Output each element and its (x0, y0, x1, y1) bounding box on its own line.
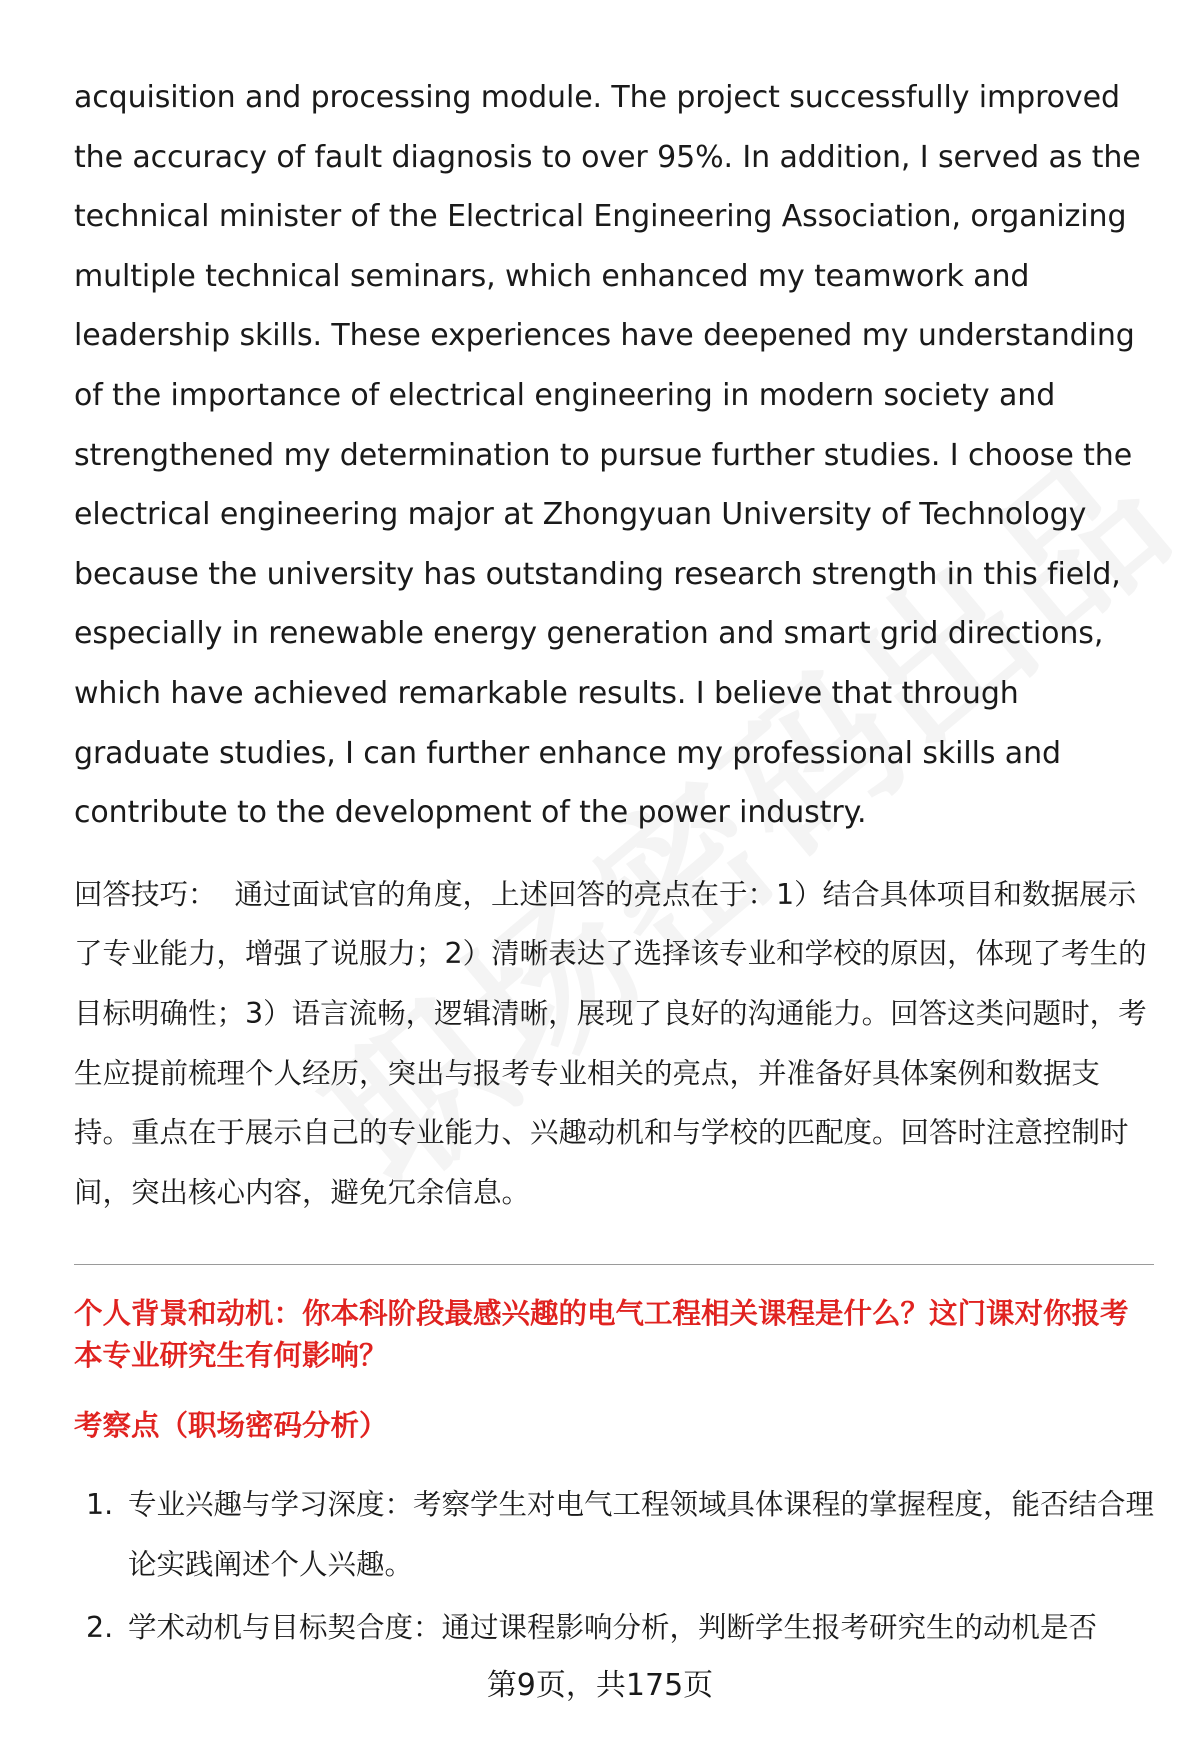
list-item-number: 1. (86, 1488, 114, 1522)
list-item-number: 2. (86, 1611, 114, 1645)
section-divider (74, 1264, 1154, 1265)
question-heading: 个人背景和动机：你本科阶段最感兴趣的电气工程相关课程是什么？这门课对你报考本专业研究生有何影响？ (74, 1297, 1129, 1373)
answer-tips-paragraph (74, 865, 1154, 1223)
page-content (74, 68, 1154, 1662)
list-item-text: 专业兴趣与学习深度：考察学生对电气工程领域具体课程的掌握程度，能否结合理论实践阐述个人兴趣。 (128, 1488, 1155, 1581)
assessment-list (74, 1475, 1154, 1658)
answer-tips-label: 回答技巧： (74, 877, 217, 911)
english-answer-paragraph: acquisition and processing module. The project successfully improved the accuracy of fault diagnosis to over 95%. In addition, I served as the technical minister of the Electrical Engineering Association, organizing multiple technical seminars, which enhanced my teamwork and leadership skills. These experiences have deepened my understanding of the importance of electrical engineering in modern society and strengthened my determination to pursue further studies. I choose the electrical engineering major at Zhongyuan University of Technology because the university has outstanding research strength in this field, especially in renewable energy generation and smart grid directions, which have achieved remarkable results. I believe that through graduate studies, I can further enhance my professional skills and contribute to the development of the power industry. (74, 80, 1141, 831)
list-item (74, 1598, 1154, 1658)
answer-tips-text: 通过面试官的角度，上述回答的亮点在于：1）结合具体项目和数据展示了专业能力，增强了说服力；2）清晰表达了选择该专业和学校的原因，体现了考生的目标明确性；3）语言流畅，逻辑清晰，展现了良好的沟通能力。回答这类问题时，考生应提前梳理个人经历，突出与报考专业相关的亮点，并准备好具体案例和数据支持。重点在于展示自己的专业能力、兴趣动机和与学校的匹配度。回答时注意控制时间，突出核心内容，避免冗余信息。 (74, 877, 1147, 1209)
list-item (74, 1475, 1154, 1594)
list-item-text: 学术动机与目标契合度：通过课程影响分析，判断学生报考研究生的动机是否 (128, 1611, 1098, 1645)
assessment-heading: 考察点（职场密码分析） (74, 1409, 388, 1443)
page-number-footer: 第9页，共175页 (486, 1668, 714, 1703)
